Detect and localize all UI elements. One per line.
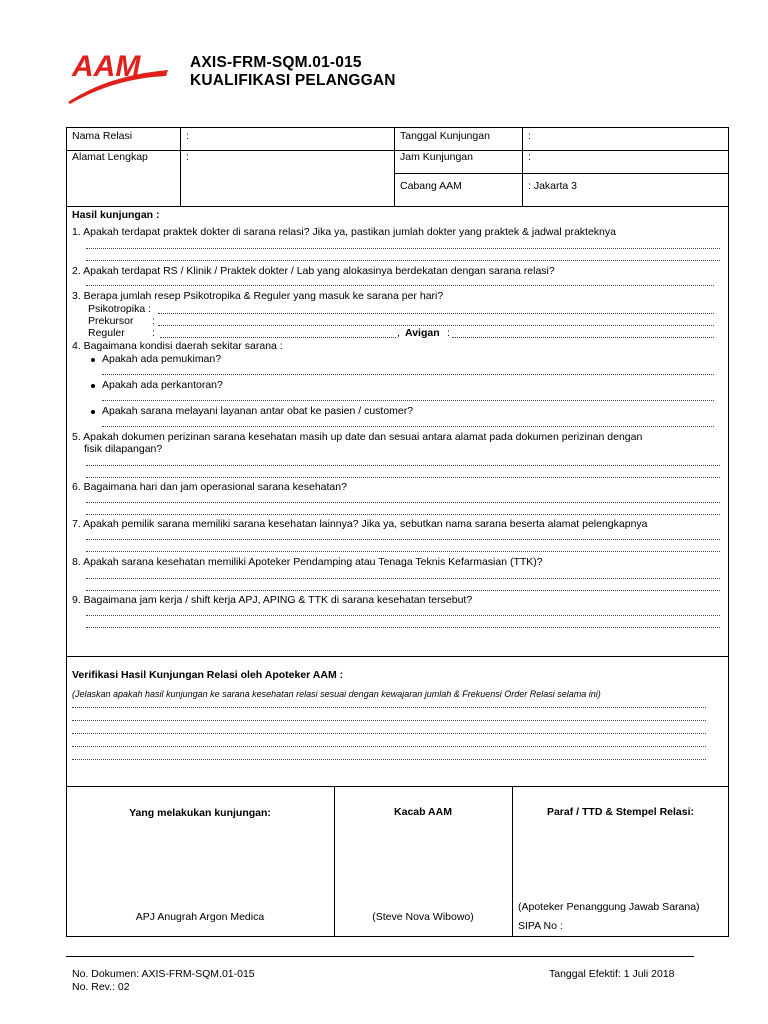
- label-alamat-lengkap: Alamat Lengkap: [72, 151, 148, 163]
- answer-line: [86, 465, 720, 466]
- sig-col3-name: (Apoteker Penanggung Jawab Sarana): [518, 901, 700, 913]
- sig-col1-title: Yang melakukan kunjungan:: [129, 807, 271, 819]
- label-psikotropika: Psikotropika :: [88, 303, 152, 315]
- answer-line: [72, 733, 706, 734]
- answer-line: [86, 590, 720, 591]
- hline-info-end: [66, 206, 729, 207]
- answer-line: [86, 551, 720, 552]
- question-4c: Apakah sarana melayani layanan antar obat ke pasien / customer?: [102, 405, 414, 417]
- answer-line: [158, 325, 714, 326]
- label-tanggal-kunjungan: Tanggal Kunjungan: [400, 130, 490, 142]
- vline-info-1: [180, 127, 181, 206]
- answer-line: [86, 615, 720, 616]
- question-7: 7. Apakah pemilik sarana memiliki sarana kesehatan lainnya? Jika ya, sebutkan nama sarana beserta alamat pelengkapnya: [72, 518, 648, 530]
- aam-logo: [66, 44, 170, 106]
- answer-line: [86, 477, 720, 478]
- vline-info-3: [522, 127, 523, 206]
- answer-line: [86, 502, 720, 503]
- question-3: 3. Berapa jumlah resep Psikotropika & Reguler yang masuk ke sarana per hari?: [72, 290, 444, 302]
- hline-verif-end: [66, 786, 729, 787]
- verifikasi-note: (Jelaskan apakah hasil kunjungan ke sarana kesehatan relasi sesuai dengan kewajaran jumlah & Frekuensi Order Relasi selama ini): [72, 689, 601, 699]
- question-8: 8. Apakah sarana kesehatan memiliki Apoteker Pendamping atau Tenaga Teknis Kefarmasian (TTK)?: [72, 556, 543, 568]
- colon-jam: :: [528, 151, 531, 163]
- answer-line: [72, 707, 706, 708]
- hline-hasil-end: [66, 656, 729, 657]
- sig-col2-title: Kacab AAM: [394, 806, 452, 818]
- colon-alamat: :: [186, 151, 189, 163]
- label-nama-relasi: Nama Relasi: [72, 130, 133, 142]
- label-jam-kunjungan: Jam Kunjungan: [400, 151, 473, 163]
- label-reguler: Reguler: [88, 327, 125, 339]
- question-4: 4. Bagaimana kondisi daerah sekitar sarana :: [72, 340, 283, 352]
- answer-line: [452, 337, 714, 338]
- label-avigan: Avigan: [405, 327, 440, 339]
- colon-avigan: :: [447, 327, 450, 339]
- answer-line: [72, 746, 706, 747]
- footer-revision: No. Rev.: 02: [72, 981, 130, 993]
- bullet-icon: [91, 358, 95, 362]
- colon-tanggal: :: [528, 130, 531, 142]
- bullet-icon: [91, 384, 95, 388]
- sig-col3-sipa: SIPA No :: [518, 920, 563, 932]
- answer-line: [102, 400, 714, 401]
- answer-line: [102, 426, 714, 427]
- footer-line: [66, 956, 694, 957]
- question-9: 9. Bagaimana jam kerja / shift kerja APJ, APING & TTK di sarana kesehatan tersebut?: [72, 594, 473, 606]
- question-5-cont: fisik dilapangan?: [84, 443, 163, 455]
- sig-col1-name: APJ Anugrah Argon Medica: [135, 911, 265, 923]
- sig-col3-title: Paraf / TTD & Stempel Relasi:: [546, 806, 695, 818]
- colon-reguler: :: [152, 327, 155, 339]
- hline-info-2: [394, 173, 729, 174]
- comma: ,: [397, 327, 400, 339]
- verifikasi-heading: Verifikasi Hasil Kunjungan Relasi oleh Apoteker AAM :: [72, 669, 344, 681]
- colon-prekursor: :: [152, 315, 155, 327]
- form-title: KUALIFIKASI PELANGGAN: [190, 72, 396, 89]
- sig-col2-name: (Steve Nova Wibowo): [372, 911, 474, 923]
- answer-line: [86, 260, 720, 261]
- answer-line: [72, 720, 706, 721]
- question-2: 2. Apakah terdapat RS / Klinik / Praktek dokter / Lab yang alokasinya berdekatan dengan sarana relasi?: [72, 265, 555, 277]
- label-cabang-aam: Cabang AAM: [400, 180, 462, 192]
- label-prekursor: Prekursor: [88, 315, 134, 327]
- question-1: 1. Apakah terdapat praktek dokter di sarana relasi? Jika ya, pastikan jumlah dokter yang praktek & jadwal prakteknya: [72, 226, 616, 238]
- answer-line: [86, 539, 720, 540]
- logo-text: AAM: [72, 50, 141, 83]
- answer-line: [102, 374, 714, 375]
- hasil-heading: Hasil kunjungan :: [72, 209, 160, 221]
- answer-line: [86, 514, 720, 515]
- bullet-icon: [91, 410, 95, 414]
- answer-line: [158, 313, 714, 314]
- hline-info-1: [66, 150, 729, 151]
- answer-line: [86, 627, 720, 628]
- colon-nama-relasi: :: [186, 130, 189, 142]
- question-5: 5. Apakah dokumen perizinan sarana kesehatan masih up date dan sesuai antara alamat pada dokumen perizinan dengan: [72, 431, 643, 443]
- question-6: 6. Bagaimana hari dan jam operasional sarana kesehatan?: [72, 481, 347, 493]
- vline-info-2: [394, 127, 395, 206]
- question-4b: Apakah ada perkantoran?: [102, 379, 223, 391]
- value-cabang: : Jakarta 3: [528, 180, 578, 192]
- form-code: AXIS-FRM-SQM.01-015: [190, 54, 362, 71]
- footer-effective-date: Tanggal Efektif: 1 Juli 2018: [549, 968, 675, 980]
- answer-line: [72, 759, 706, 760]
- question-4a: Apakah ada pemukiman?: [102, 353, 222, 365]
- footer-doc-number: No. Dokumen: AXIS-FRM-SQM.01-015: [72, 968, 255, 980]
- answer-line: [86, 285, 714, 286]
- answer-line: [86, 578, 720, 579]
- answer-line: [160, 337, 396, 338]
- answer-line: [86, 248, 720, 249]
